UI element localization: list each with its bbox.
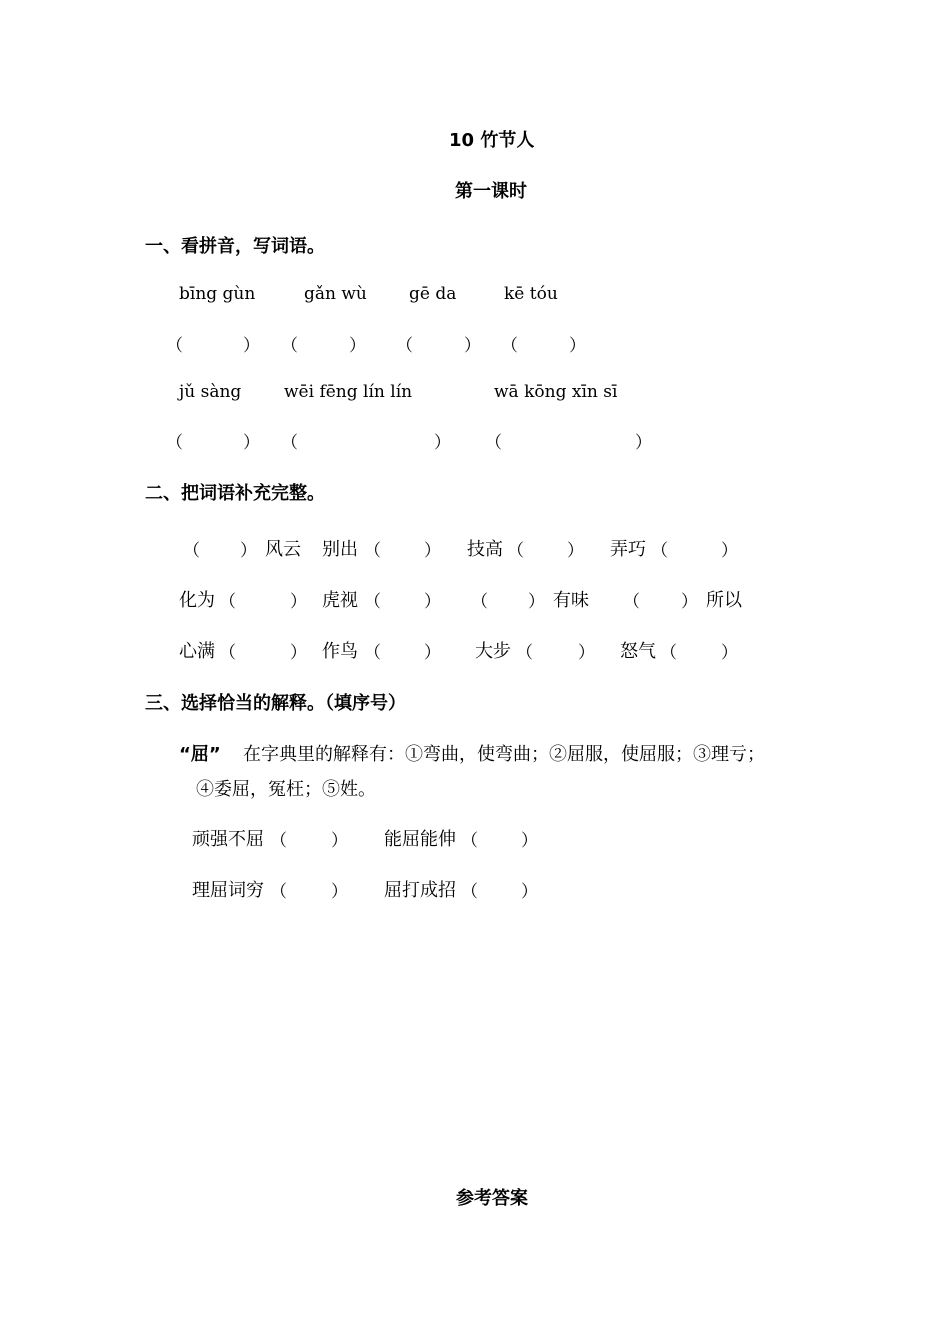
fill-blank-close: ）	[721, 541, 738, 561]
idiom-part: 技高	[467, 539, 503, 560]
word-item: 理屈词穷	[192, 880, 264, 901]
definition-line-1: 在字典里的解释有：①弯曲，使弯曲；②屈服，使屈服；③理亏；	[243, 744, 765, 765]
pinyin-ju-sang: jǔ sàng	[179, 382, 242, 402]
fill-blank-open: （	[623, 592, 640, 612]
fill-blank-close: ）	[290, 643, 307, 663]
fill-blank-open: （	[183, 541, 200, 561]
answer-blank-close: ）	[635, 433, 652, 453]
fill-blank-open: （	[471, 592, 488, 612]
fill-blank-close: ）	[240, 541, 257, 561]
quoted-character: “屈”	[179, 744, 221, 765]
idiom-part: 弄巧	[610, 539, 646, 560]
idiom-part: 有味	[553, 590, 589, 611]
pinyin-wa-kong-xin-si: wā kōng xīn sī	[494, 382, 618, 402]
fill-blank-open: （	[364, 541, 381, 561]
choice-blank-close: ）	[331, 882, 348, 902]
idiom-part: 怒气	[620, 641, 656, 662]
idiom-part: 所以	[706, 590, 742, 611]
pinyin-ke-tou: kē tóu	[504, 284, 558, 304]
idiom-part: 作鸟	[322, 641, 358, 662]
word-item: 能屈能伸	[384, 829, 456, 850]
fill-blank-close: ）	[578, 643, 595, 663]
fill-blank-open: （	[651, 541, 668, 561]
fill-blank-open: （	[219, 643, 236, 663]
choice-blank-open: （	[461, 882, 478, 902]
answer-blank-close: ）	[464, 336, 481, 356]
idiom-part: 别出	[322, 539, 358, 560]
fill-blank-open: （	[364, 643, 381, 663]
idiom-part: 风云	[265, 539, 301, 560]
answer-blank-close: ）	[243, 336, 260, 356]
answer-blank-open: （	[166, 433, 183, 453]
word-item: 顽强不屈	[192, 829, 264, 850]
idiom-part: 大步	[475, 641, 511, 662]
answer-key-title: 参考答案	[456, 1188, 528, 1209]
answer-blank-open: （	[501, 336, 518, 356]
lesson-title: 10 竹节人	[449, 130, 535, 151]
fill-blank-open: （	[507, 541, 524, 561]
choice-blank-close: ）	[521, 882, 538, 902]
section2-heading: 二、把词语补充完整。	[145, 483, 325, 504]
idiom-part: 虎视	[322, 590, 358, 611]
session-title: 第一课时	[455, 181, 527, 202]
word-item: 屈打成招	[384, 880, 456, 901]
fill-blank-open: （	[516, 643, 533, 663]
fill-blank-close: ）	[528, 592, 545, 612]
pinyin-ge-da: gē da	[409, 284, 457, 304]
answer-blank-close: ）	[349, 336, 366, 356]
choice-blank-open: （	[270, 882, 287, 902]
section1-heading: 一、看拼音，写词语。	[145, 236, 325, 257]
idiom-part: 心满	[179, 641, 215, 662]
fill-blank-open: （	[219, 592, 236, 612]
choice-blank-close: ）	[331, 831, 348, 851]
fill-blank-open: （	[660, 643, 677, 663]
definition-line-2: ④委屈，冤枉；⑤姓。	[196, 779, 376, 800]
answer-blank-open: （	[166, 336, 183, 356]
idiom-part: 化为	[179, 590, 215, 611]
answer-blank-open: （	[281, 336, 298, 356]
pinyin-wei-feng-lin-lin: wēi fēng lín lín	[284, 382, 413, 402]
choice-blank-open: （	[461, 831, 478, 851]
answer-blank-open: （	[396, 336, 413, 356]
fill-blank-close: ）	[721, 643, 738, 663]
answer-blank-open: （	[281, 433, 298, 453]
answer-blank-open: （	[485, 433, 502, 453]
pinyin-gan-wu: gǎn wù	[304, 284, 367, 304]
answer-blank-close: ）	[243, 433, 260, 453]
answer-blank-close: ）	[434, 433, 451, 453]
fill-blank-open: （	[364, 592, 381, 612]
section3-heading: 三、选择恰当的解释。（填序号）	[145, 693, 406, 714]
pinyin-bing-gun: bīng gùn	[179, 284, 256, 304]
fill-blank-close: ）	[424, 592, 441, 612]
fill-blank-close: ）	[424, 643, 441, 663]
choice-blank-close: ）	[521, 831, 538, 851]
fill-blank-close: ）	[424, 541, 441, 561]
fill-blank-close: ）	[681, 592, 698, 612]
fill-blank-close: ）	[567, 541, 584, 561]
choice-blank-open: （	[270, 831, 287, 851]
fill-blank-close: ）	[290, 592, 307, 612]
answer-blank-close: ）	[569, 336, 586, 356]
